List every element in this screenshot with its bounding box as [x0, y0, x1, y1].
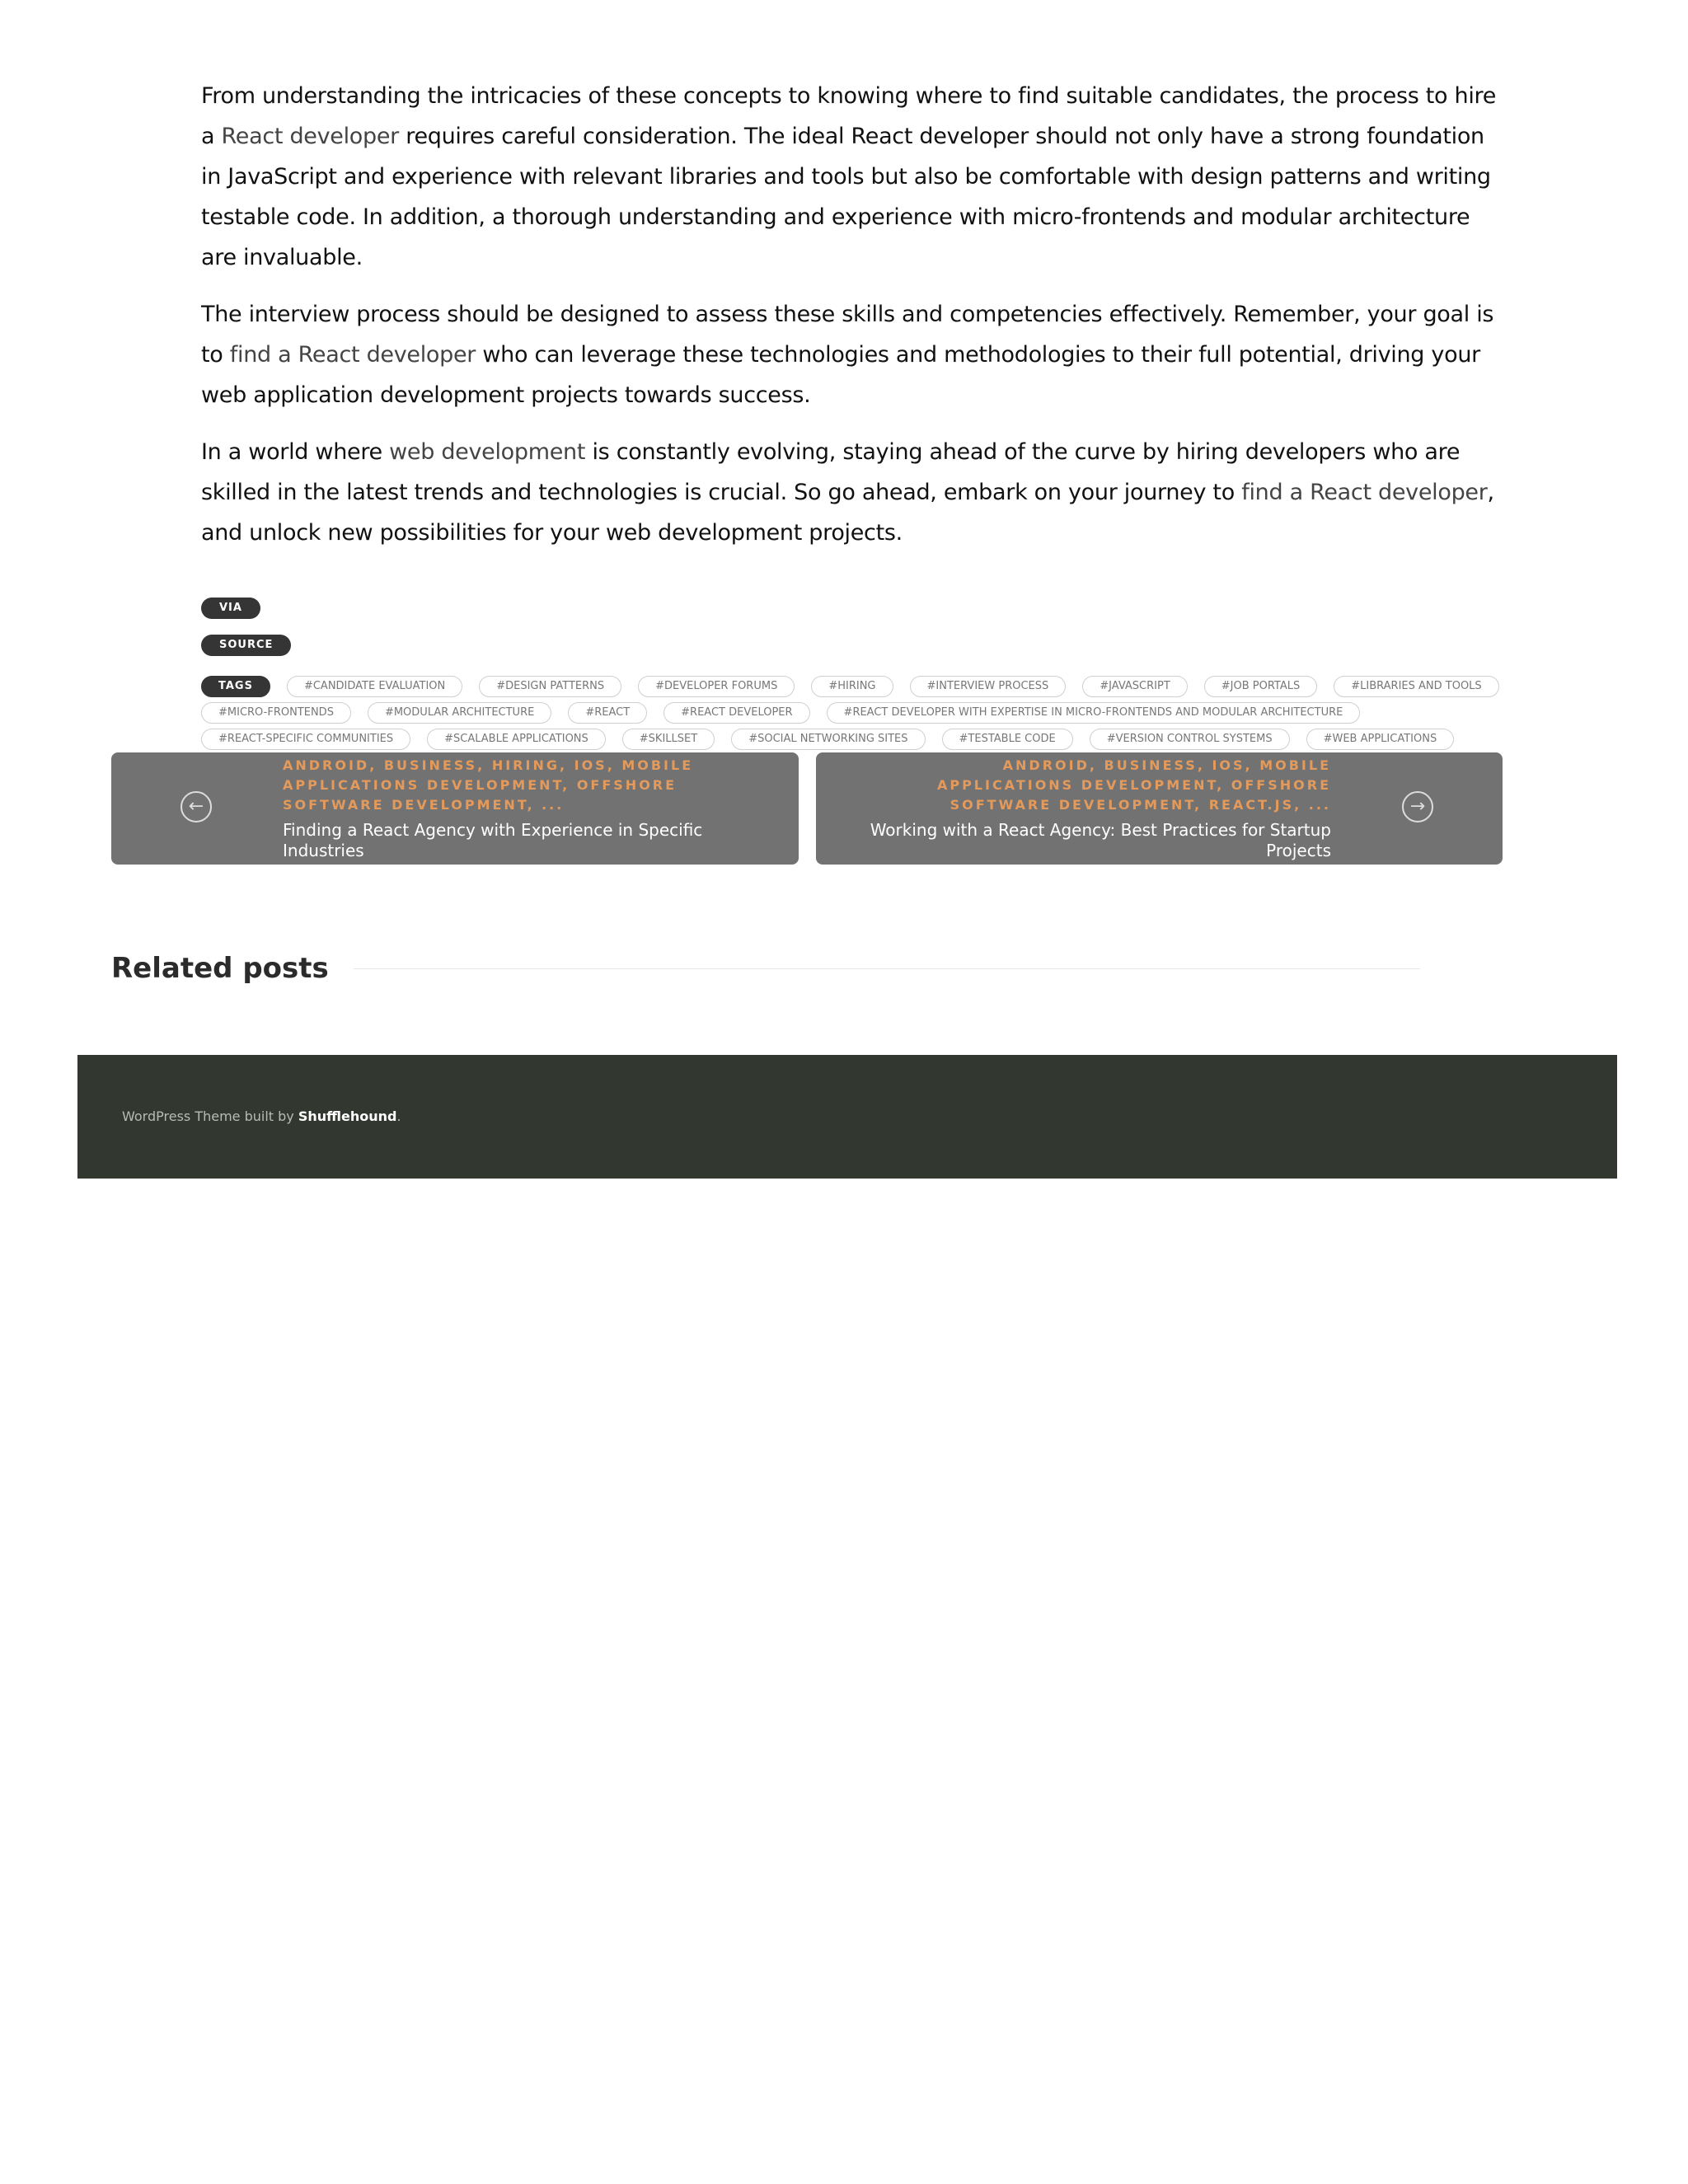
previous-post-card[interactable]	[111, 752, 799, 865]
site-footer	[77, 1055, 1617, 1179]
previous-post-text	[283, 756, 744, 861]
article-body	[201, 76, 1503, 569]
tag-link[interactable]: #HIRING	[811, 676, 893, 697]
source-label: SOURCE	[201, 635, 291, 656]
tag-link[interactable]: #TESTABLE CODE	[942, 729, 1073, 750]
paragraph-text: requires careful consideration. The ideal React developer should not only have a strong foundation in JavaScript and experience with relevant libraries and tools but also be comfortable with design patterns and writing testable code. In addition, a thorough understanding and experience with micro-frontends and modular architecture are invaluable.	[201, 124, 1491, 270]
tag-row-2	[201, 700, 1520, 726]
paragraph-text: is constantly evolving, staying ahead of the curve by hiring developers who are skilled in the latest trends and technologies is crucial. So go ahead, embark on your journey to	[201, 439, 1461, 505]
tag-link[interactable]: #VERSION CONTROL SYSTEMS	[1090, 729, 1290, 750]
tag-link[interactable]: #REACT	[568, 702, 647, 724]
paragraph-text: who can leverage these technologies and methodologies to their full potential, driving your web application development projects towards success.	[201, 342, 1480, 408]
article-paragraph-2	[201, 294, 1503, 415]
tag-link[interactable]: #WEB APPLICATIONS	[1306, 729, 1455, 750]
tag-link[interactable]: #MODULAR ARCHITECTURE	[368, 702, 551, 724]
related-posts-heading: Related posts	[111, 952, 329, 985]
tag-link[interactable]: #SOCIAL NETWORKING SITES	[731, 729, 925, 750]
tag-list	[201, 673, 1520, 752]
post-meta	[201, 598, 1520, 672]
tag-link[interactable]: #JAVASCRIPT	[1082, 676, 1188, 697]
tag-link[interactable]: #SKILLSET	[622, 729, 715, 750]
tag-link[interactable]: #SCALABLE APPLICATIONS	[427, 729, 606, 750]
arrow-left-circle-icon: ←	[181, 791, 212, 823]
tag-link[interactable]: #LIBRARIES AND TOOLS	[1334, 676, 1498, 697]
previous-post-categories: ANDROID, BUSINESS, HIRING, IOS, MOBILE APPLICATIONS DEVELOPMENT, OFFSHORE SOFTWARE DEVELOPMENT, ...	[283, 757, 694, 813]
footer-credit	[122, 1055, 401, 1179]
paragraph-text: In a world where	[201, 439, 390, 465]
theme-author-link[interactable]: Shufflehound	[298, 1108, 397, 1124]
tag-link[interactable]: #JOB PORTALS	[1204, 676, 1318, 697]
credit-suffix: .	[396, 1108, 401, 1124]
tag-link[interactable]: #DEVELOPER FORUMS	[638, 676, 795, 697]
related-posts-section	[111, 952, 1420, 985]
paragraph-text: From understanding the intricacies of these concepts to knowing where to find suitable candidates, the process to hire a	[201, 83, 1497, 149]
arrow-right-circle-icon: →	[1402, 791, 1433, 823]
section-divider	[354, 968, 1420, 969]
tag-link[interactable]: #REACT DEVELOPER WITH EXPERTISE IN MICRO-FRONTENDS AND MODULAR ARCHITECTURE	[827, 702, 1361, 724]
find-react-developer-link[interactable]: find a React developer	[229, 342, 476, 368]
article-paragraph-1	[201, 76, 1503, 278]
via-label: VIA	[201, 598, 260, 619]
tag-link[interactable]: #REACT DEVELOPER	[663, 702, 809, 724]
tag-row-3	[201, 726, 1520, 752]
web-development-link[interactable]: web development	[389, 439, 586, 465]
credit-prefix: WordPress Theme built by	[122, 1108, 298, 1124]
find-react-developer-link-2[interactable]: find a React developer	[1241, 480, 1488, 505]
previous-post-title: Finding a React Agency with Experience in Specific Industries	[283, 820, 703, 860]
paragraph-text: , and unlock new possibilities for your web development projects.	[201, 480, 1494, 546]
tag-link[interactable]: #INTERVIEW PROCESS	[910, 676, 1067, 697]
tags-label: TAGS	[201, 676, 270, 697]
tag-link[interactable]: #MICRO-FRONTENDS	[201, 702, 351, 724]
next-post-title: Working with a React Agency: Best Practices for Startup Projects	[870, 820, 1331, 860]
tag-link[interactable]: #CANDIDATE EVALUATION	[287, 676, 462, 697]
next-post-card[interactable]	[816, 752, 1503, 865]
next-post-categories: ANDROID, BUSINESS, IOS, MOBILE APPLICATIONS DEVELOPMENT, OFFSHORE SOFTWARE DEVELOPMENT, REACT.JS, ...	[936, 757, 1331, 813]
article-paragraph-3	[201, 432, 1503, 553]
tag-row-1	[201, 673, 1520, 700]
paragraph-text: The interview process should be designed to assess these skills and competencies effectively. Remember, your goal is to	[201, 302, 1494, 368]
next-post-text	[870, 756, 1331, 861]
tag-link[interactable]: #REACT-SPECIFIC COMMUNITIES	[201, 729, 410, 750]
tag-link[interactable]: #DESIGN PATTERNS	[479, 676, 621, 697]
react-developer-link[interactable]: React developer	[221, 124, 399, 149]
